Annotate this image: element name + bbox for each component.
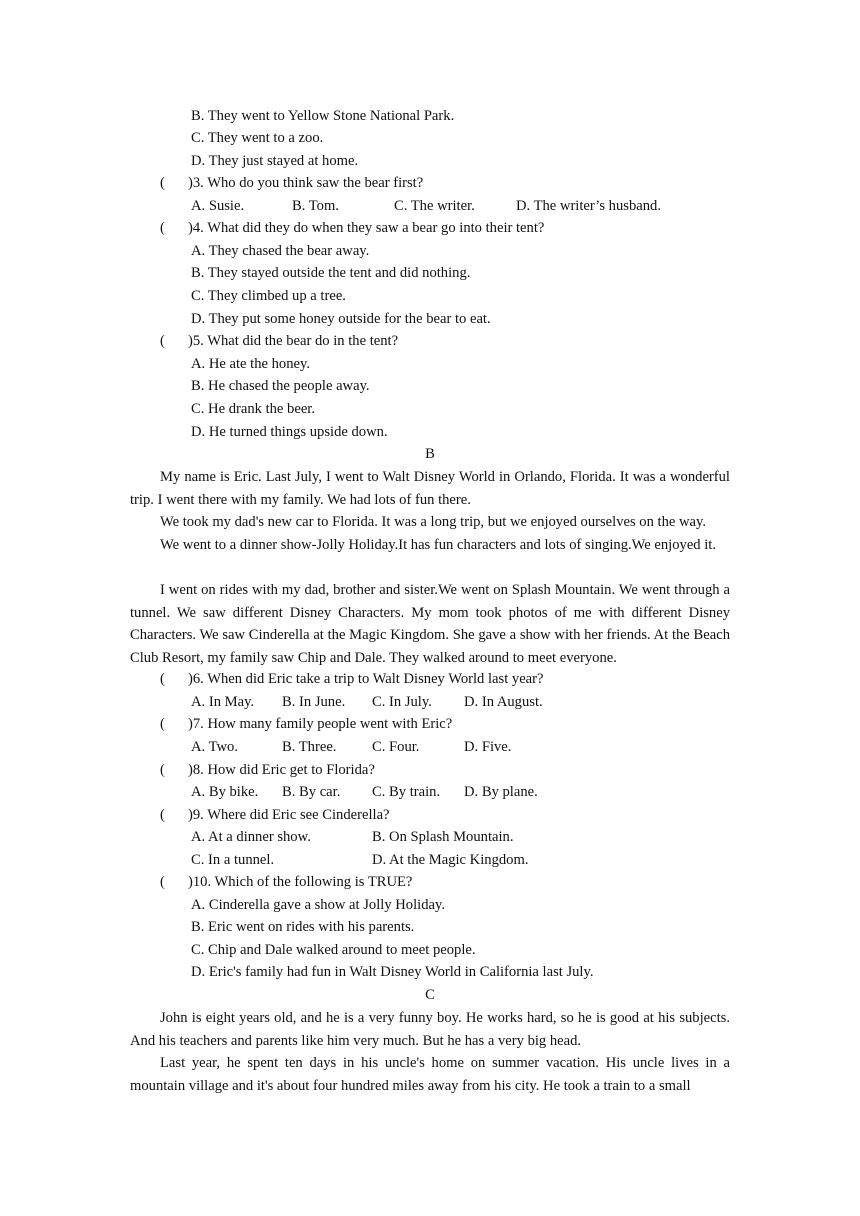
passage-c-paragraph-2: Last year, he spent ten days in his uncle's home on summer vacation. His uncle lives in a mountain village and it's about four hundred miles away from his city. He took a train to a small xyxy=(130,1055,730,1094)
question-3 xyxy=(160,174,423,192)
q8-option-d: D. By plane. xyxy=(464,784,538,800)
question-9-text: )9. Where did Eric see Cinderella? xyxy=(188,807,390,823)
q7-option-b: B. Three. xyxy=(282,739,337,755)
passage-b-paragraph-1: My name is Eric. Last July, I went to Walt Disney World in Orlando, Florida. It was a wonderful trip. I went there with my family. We had lots of fun there. xyxy=(130,469,730,508)
question-5-text: )5. What did the bear do in the tent? xyxy=(188,333,399,349)
q4-option-b: B. They stayed outside the tent and did nothing. xyxy=(191,265,471,281)
section-b-heading: B xyxy=(425,446,435,462)
q2-option-c: C. They went to a zoo. xyxy=(191,130,324,146)
passage-c-paragraph-1: John is eight years old, and he is a very funny boy. He works hard, so he is good at his subjects. And his teachers and parents like him very much. But he has a very big head. xyxy=(130,1010,730,1049)
q6-option-c: C. In July. xyxy=(372,694,432,710)
q3-option-b: B. Tom. xyxy=(292,198,339,214)
q10-option-a: A. Cinderella gave a show at Jolly Holiday. xyxy=(191,897,445,913)
question-7 xyxy=(160,715,452,733)
question-3-text: )3. Who do you think saw the bear first? xyxy=(188,175,424,191)
q10-option-c: C. Chip and Dale walked around to meet people. xyxy=(191,942,476,958)
question-7-text: )7. How many family people went with Eric? xyxy=(188,716,453,732)
answer-blank[interactable]: ( xyxy=(160,874,165,890)
answer-blank[interactable]: ( xyxy=(160,333,165,349)
q2-option-d: D. They just stayed at home. xyxy=(191,153,359,169)
q7-option-d: D. Five. xyxy=(464,739,512,755)
q7-option-c: C. Four. xyxy=(372,739,420,755)
answer-blank[interactable]: ( xyxy=(160,220,165,236)
question-5 xyxy=(160,332,398,350)
q2-option-b: B. They went to Yellow Stone National Park. xyxy=(191,108,455,124)
q4-option-d: D. They put some honey outside for the bear to eat. xyxy=(191,311,491,327)
passage-b-paragraph-2: We took my dad's new car to Florida. It was a long trip, but we enjoyed ourselves on the way. xyxy=(160,514,707,530)
q9-option-a: A. At a dinner show. xyxy=(191,829,311,845)
answer-blank[interactable]: ( xyxy=(160,175,165,191)
q3-option-a: A. Susie. xyxy=(191,198,245,214)
q9-option-b: B. On Splash Mountain. xyxy=(372,829,514,845)
question-8 xyxy=(160,761,375,779)
answer-blank[interactable]: ( xyxy=(160,807,165,823)
q10-option-d: D. Eric's family had fun in Walt Disney World in California last July. xyxy=(191,964,594,980)
q5-option-a: A. He ate the honey. xyxy=(191,356,311,372)
q5-option-d: D. He turned things upside down. xyxy=(191,424,388,440)
q3-option-c: C. The writer. xyxy=(394,198,475,214)
passage-b-paragraph-3: We went to a dinner show-Jolly Holiday.It has fun characters and lots of singing.We enjoyed it. xyxy=(160,537,716,553)
answer-blank[interactable]: ( xyxy=(160,762,165,778)
q9-option-c: C. In a tunnel. xyxy=(191,852,275,868)
q10-option-b: B. Eric went on rides with his parents. xyxy=(191,919,415,935)
question-10 xyxy=(160,873,412,891)
q8-option-b: B. By car. xyxy=(282,784,341,800)
q5-option-c: C. He drank the beer. xyxy=(191,401,316,417)
q6-option-d: D. In August. xyxy=(464,694,543,710)
section-c-heading: C xyxy=(425,987,435,1003)
question-4-text: )4. What did they do when they saw a bear go into their tent? xyxy=(188,220,545,236)
question-6 xyxy=(160,670,544,688)
q7-option-a: A. Two. xyxy=(191,739,238,755)
question-6-text: )6. When did Eric take a trip to Walt Disney World last year? xyxy=(188,671,544,687)
q9-option-d: D. At the Magic Kingdom. xyxy=(372,852,529,868)
q4-option-a: A. They chased the bear away. xyxy=(191,243,370,259)
q3-option-d: D. The writer’s husband. xyxy=(516,198,661,214)
question-8-text: )8. How did Eric get to Florida? xyxy=(188,762,375,778)
question-9 xyxy=(160,806,390,824)
q8-option-a: A. By bike. xyxy=(191,784,259,800)
q4-option-c: C. They climbed up a tree. xyxy=(191,288,346,304)
q8-option-c: C. By train. xyxy=(372,784,441,800)
q6-option-a: A. In May. xyxy=(191,694,255,710)
passage-b-paragraph-4: I went on rides with my dad, brother and sister.We went on Splash Mountain. We went through a tunnel. We saw different Disney Characters. My mom took photos of me with different Disney Characters. We saw Cinderella at the Magic Kingdom. She gave a show with her friends. At the Beach Club Resort, my family saw Chip and Dale. They walked around to meet everyone. xyxy=(130,582,730,666)
q6-option-b: B. In June. xyxy=(282,694,346,710)
question-4 xyxy=(160,219,544,237)
answer-blank[interactable]: ( xyxy=(160,716,165,732)
question-10-text: )10. Which of the following is TRUE? xyxy=(188,874,413,890)
answer-blank[interactable]: ( xyxy=(160,671,165,687)
q5-option-b: B. He chased the people away. xyxy=(191,378,370,394)
